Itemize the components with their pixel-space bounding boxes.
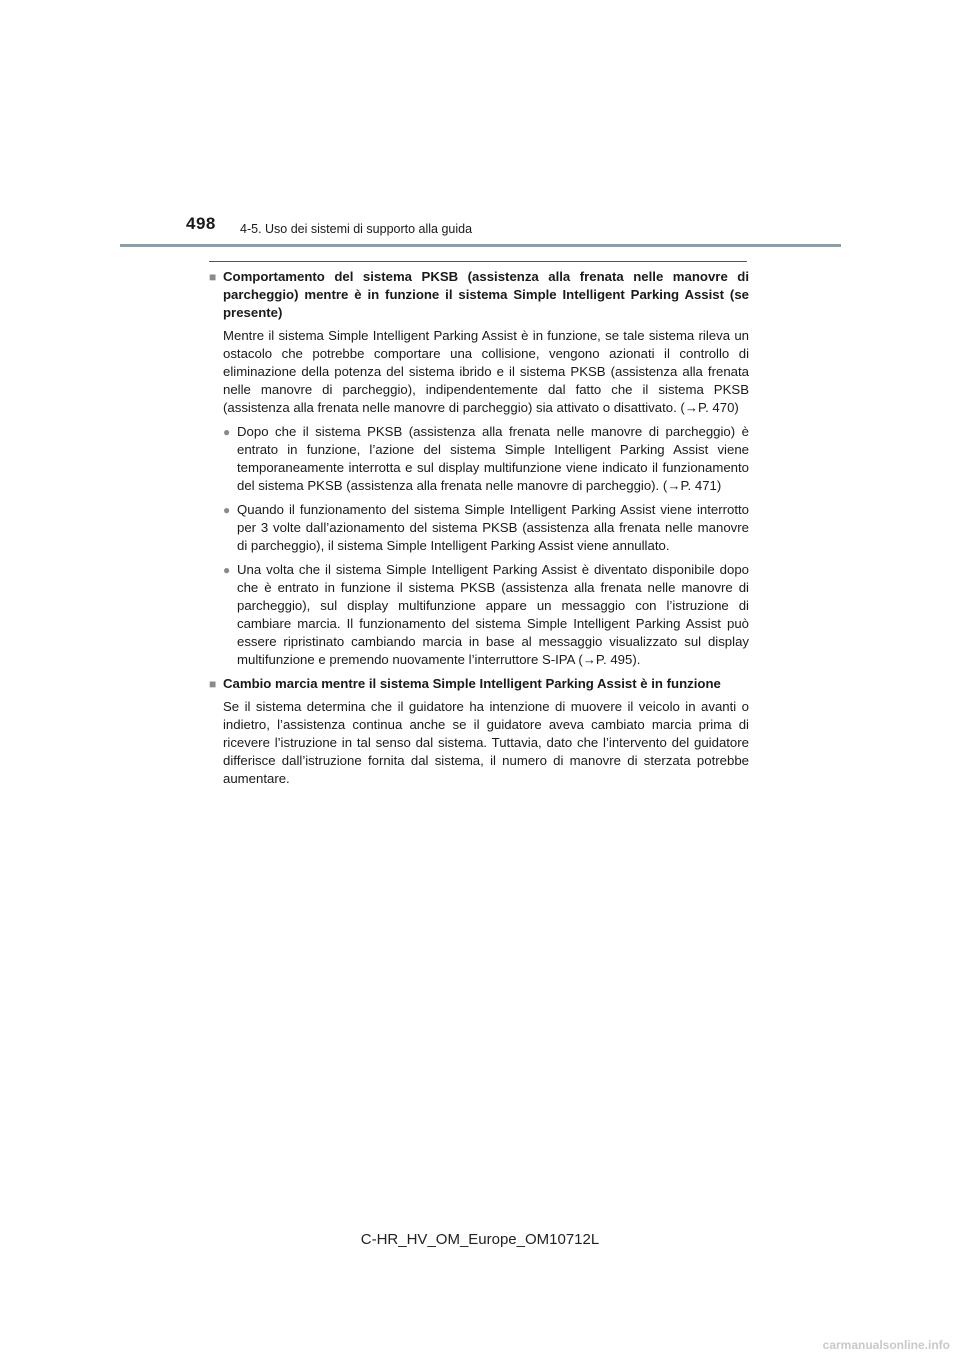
list-item	[223, 423, 749, 495]
section-divider	[209, 261, 747, 262]
section-heading-text: Cambio marcia mentre il sistema Simple Intelligent Parking Assist è in funzione	[223, 676, 721, 691]
section-heading	[209, 268, 749, 322]
square-bullet-icon: ■	[209, 270, 217, 284]
document-code: C-HR_HV_OM_Europe_OM10712L	[360, 1231, 600, 1248]
circle-bullet-icon: ●	[223, 503, 231, 517]
circle-bullet-icon: ●	[223, 425, 231, 439]
circle-bullet-icon: ●	[223, 563, 231, 577]
header-divider	[120, 244, 841, 247]
section-heading	[209, 675, 749, 693]
list-item	[223, 501, 749, 555]
section-gear-change	[209, 675, 749, 788]
page-content	[209, 268, 749, 794]
watermark: carmanualsonline.info	[822, 1338, 950, 1352]
chapter-header: 4-5. Uso dei sistemi di supporto alla guida	[240, 222, 473, 236]
section-pksb-behavior	[209, 268, 749, 669]
list-item-text: Una volta che il sistema Simple Intelligent Parking Assist è diventato disponibile dopo che è entrato in funzione il sistema PKSB (assistenza alla frenata nelle manovre di parcheggio), sul display multifunzione appare un messaggio con l’istruzione di cambiare marcia. Il funzionamento del sistema Simple Intelligent Parking Assist può essere ripristinato cambiando marcia in base al messaggio visualizzato sul display multifunzione e premendo nuovamente l’interruttore S-IPA (→P. 495).	[237, 562, 749, 667]
list-item	[223, 561, 749, 669]
section-paragraph: Mentre il sistema Simple Intelligent Parking Assist è in funzione, se tale sistema rileva un ostacolo che potrebbe comportare una collisione, vengono azionati il controllo di eliminazione della potenza del sistema ibrido e il sistema PKSB (assistenza alla frenata nelle manovre di parcheggio), indipendentemente dal fatto che il sistema PKSB (assistenza alla frenata nelle manovre di parcheggio) sia attivato o disattivato. (→P. 470)	[223, 328, 749, 415]
section-heading-text: Comportamento del sistema PKSB (assistenza alla frenata nelle manovre di parcheggio) mentre è in funzione il sistema Simple Intelligent Parking Assist (se presente)	[223, 269, 749, 320]
square-bullet-icon: ■	[209, 677, 217, 691]
page-number: 498	[186, 214, 216, 233]
section-paragraph: Se il sistema determina che il guidatore ha intenzione di muovere il veicolo in avanti o indietro, l’assistenza continua anche se il guidatore aveva cambiato marcia prima di ricevere l’istruzione in tal senso dal sistema. Tuttavia, dato che l’intervento del guidatore differisce dall’istruzione fornita dal sistema, il numero di manovre di sterzata potrebbe aumentare.	[223, 699, 749, 786]
list-item-text: Quando il funzionamento del sistema Simple Intelligent Parking Assist viene interrotto per 3 volte dall’azionamento del sistema PKSB (assistenza alla frenata nelle manovre di parcheggio), il sistema Simple Intelligent Parking Assist viene annullato.	[237, 502, 749, 553]
list-item-text: Dopo che il sistema PKSB (assistenza alla frenata nelle manovre di parcheggio) è entrato in funzione, l’azione del sistema Simple Intelligent Parking Assist viene temporaneamente interrotta e sul display multifunzione viene indicato il funzionamento del sistema PKSB (assistenza alla frenata nelle manovre di parcheggio). (→P. 471)	[237, 424, 749, 493]
